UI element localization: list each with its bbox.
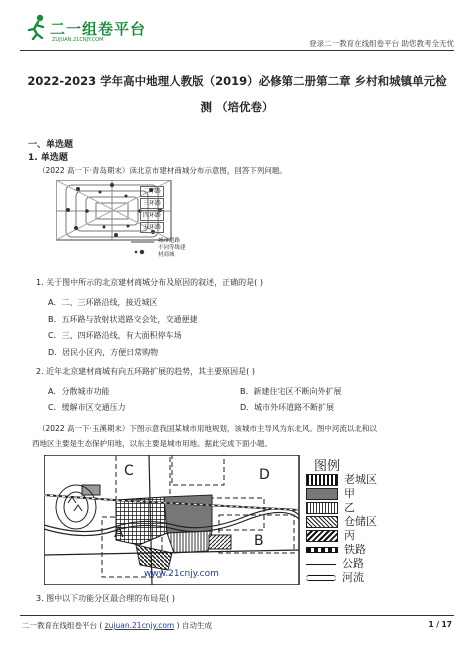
ring-label: 五环路 <box>140 222 164 233</box>
ring-label: 四环路 <box>140 210 164 221</box>
ring-label: 三环路 <box>140 198 164 209</box>
legend-row <box>306 529 426 543</box>
legend-label: 丙 <box>344 529 355 542</box>
q1-option-a[interactable]: A．二、三环路沿线，接近城区 <box>48 298 158 307</box>
page-title <box>22 68 452 120</box>
q2-option-a[interactable]: A．分散城市功能 <box>48 387 110 396</box>
intro-2-line-1: （2022 高一下·玉溪期末）下图示意我国某城市用地规划，该城市主导风为东北风。图中河流以北和以 <box>38 424 377 433</box>
section-heading: 一、单选题 <box>28 140 74 150</box>
legend-title: 图例 <box>314 459 341 474</box>
jia-swatch <box>306 488 338 500</box>
river-swatch <box>306 575 336 581</box>
zone-b-label: B <box>254 533 264 549</box>
legend-label: 乙 <box>344 501 355 514</box>
legend-shop: 不同等级建 <box>158 245 186 251</box>
title-line-1: 2022-2023 学年高中地理人教版（2019）必修第二册第二章 乡村和城镇单元检 <box>27 74 447 88</box>
warehouse-swatch <box>306 516 338 528</box>
zone-d-label: D <box>259 467 270 483</box>
zone-c-label: C <box>124 463 134 479</box>
footer-text <box>22 620 212 631</box>
q1-option-c[interactable]: C．三、四环路沿线，有大面积停车场 <box>48 331 182 340</box>
intro-2-line-2: 西地区主要是生态保护用地，以东主要是城市用地。据此完成下面小题。 <box>32 439 272 448</box>
legend-row <box>306 571 426 585</box>
page-number: 1 / 17 <box>428 620 452 629</box>
legend-row <box>306 487 426 501</box>
legend-label: 老城区 <box>344 473 377 486</box>
q2-option-c[interactable]: C．缓解市区交通压力 <box>48 403 126 412</box>
footer-suffix: ) 自动生成 <box>176 621 212 630</box>
legend-row <box>306 557 426 571</box>
map1-legend <box>158 238 186 259</box>
footer-prefix: 二一教育在线组卷平台 ( <box>22 621 103 630</box>
legend-row <box>306 515 426 529</box>
question-intro-2 <box>32 421 452 451</box>
q1-option-b[interactable]: B．五环路与放射状道路交会处，交通便捷 <box>48 315 198 324</box>
logo-text[interactable]: 二一组卷平台 <box>50 20 147 38</box>
header-slogan: 登录二一教育在线组卷平台 助您教考全无忧 <box>309 39 454 48</box>
map2-legend <box>306 473 426 585</box>
legend-label: 甲 <box>344 487 355 500</box>
logo-subtext: ZUJUAN.21CNJY.COM <box>52 37 104 43</box>
question-intro-1: （2022 高一下·青岛期末）读北京市建材商城分布示意图，回答下列问题。 <box>38 166 287 175</box>
map-watermark: www.21cnjy.com <box>144 569 219 579</box>
q2-option-b[interactable]: B．新建住宅区不断向外扩展 <box>240 387 342 396</box>
q2-stem: 2. 近年北京建材商城有向五环路扩展的趋势，其主要原因是( ) <box>36 367 255 376</box>
q1-option-d[interactable]: D．居民小区内，方便日常购物 <box>48 348 159 357</box>
footer-divider <box>20 615 454 616</box>
legend-row <box>306 501 426 515</box>
railway-swatch <box>306 547 338 553</box>
q3-stem: 3. 图中以下功能分区最合理的布局是( ) <box>36 594 175 603</box>
yi-swatch <box>306 502 338 514</box>
q2-option-d[interactable]: D．城市外环道路不断扩展 <box>240 403 335 412</box>
legend-label: 仓储区 <box>344 515 377 528</box>
legend-label: 公路 <box>342 557 364 570</box>
legend-road: 城市道路 <box>158 238 181 244</box>
footer-link[interactable]: zujuan.21cnjy.com <box>104 621 175 630</box>
header-divider <box>20 50 454 51</box>
zone-a-label: A <box>114 525 124 541</box>
q1-stem: 1. 关于图中所示的北京建材商城分布及原因的叙述，正确的是( ) <box>36 278 263 287</box>
ring-label: 二环路 <box>140 186 164 197</box>
legend-row <box>306 473 426 487</box>
legend-label: 河流 <box>342 571 364 584</box>
bing-swatch <box>306 530 338 542</box>
road-swatch <box>306 564 336 565</box>
subsection-heading: 1. 单选题 <box>28 153 68 163</box>
legend-shop-2: 材商城 <box>158 252 175 258</box>
city-planning-map <box>44 455 434 585</box>
legend-row <box>306 543 426 557</box>
ring-legend <box>140 186 164 233</box>
title-line-2: 测 （培优卷） <box>200 100 274 114</box>
old-town-swatch <box>306 474 338 486</box>
legend-label: 铁路 <box>344 543 366 556</box>
logo-icon <box>26 14 48 40</box>
